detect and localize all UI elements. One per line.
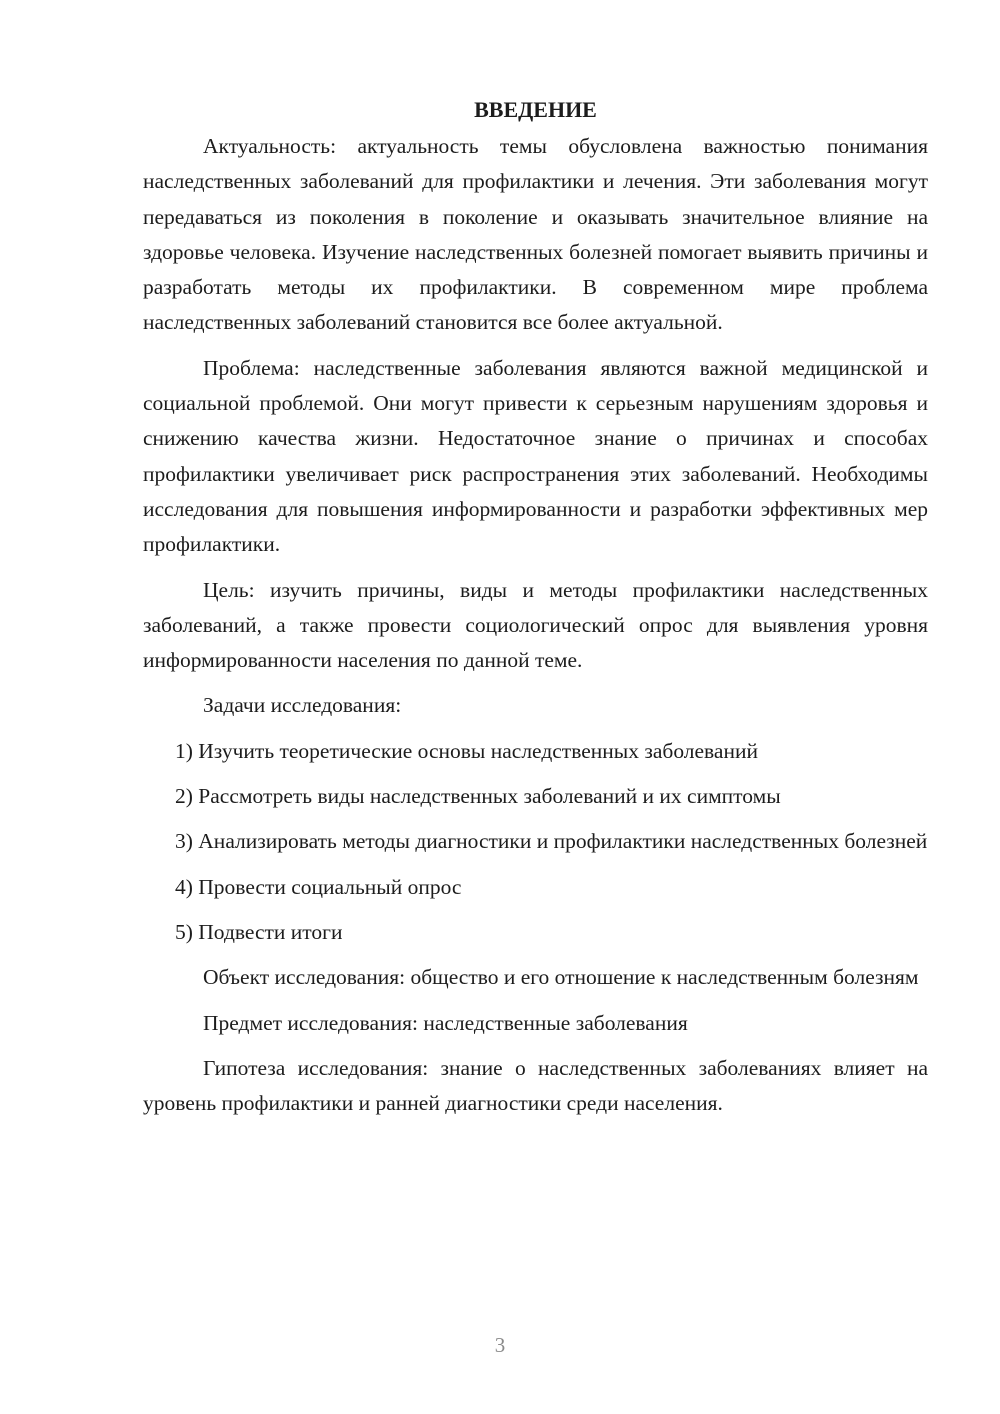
task-item-3: 3) Анализировать методы диагностики и профилактики наследственных болезней <box>175 829 928 854</box>
paragraph-relevance: Актуальность: актуальность темы обусловлена важностью понимания наследственных заболеваний для профилактики и лечения. Эти заболевания могут передаваться из поколения в поколение и оказывать значительное влияние на здоровье человека. Изучение наследственных болезней помогает выявить причины и разработать методы их профилактики. В современном мире проблема наследственных заболеваний становится все более актуальной. <box>143 134 928 335</box>
task-item-4: 4) Провести социальный опрос <box>175 874 462 899</box>
section-title: ВВЕДЕНИЕ <box>474 97 597 122</box>
page-content <box>143 92 928 1131</box>
page-number: 3 <box>494 1333 506 1357</box>
paragraph-goal: Цель: изучить причины, виды и методы профилактики наследственных заболеваний, а также провести социологический опрос для выявления уровня информированности населения по данной теме. <box>143 577 928 673</box>
paragraph-hypothesis: Гипотеза исследования: знание о наследственных заболеваниях влияет на уровень профилактики и ранней диагностики среди населения. <box>143 1055 928 1116</box>
tasks-heading: Задачи исследования: <box>203 693 402 718</box>
paragraph-subject: Предмет исследования: наследственные заболевания <box>203 1010 688 1035</box>
task-item-5: 5) Подвести итоги <box>175 919 343 944</box>
paragraph-object: Объект исследования: общество и его отношение к наследственным болезням <box>203 965 919 990</box>
task-item-1: 1) Изучить теоретические основы наследственных заболеваний <box>175 738 758 763</box>
paragraph-problem: Проблема: наследственные заболевания являются важной медицинской и социальной проблемой. Они могут привести к серьезным нарушениям здоровья и снижению качества жизни. Недостаточное знание о причинах и способах профилактики увеличивает риск распространения этих заболеваний. Необходимы исследования для повышения информированности и разработки эффективных мер профилактики. <box>143 355 928 557</box>
task-item-2: 2) Рассмотреть виды наследственных заболеваний и их симптомы <box>175 784 781 809</box>
